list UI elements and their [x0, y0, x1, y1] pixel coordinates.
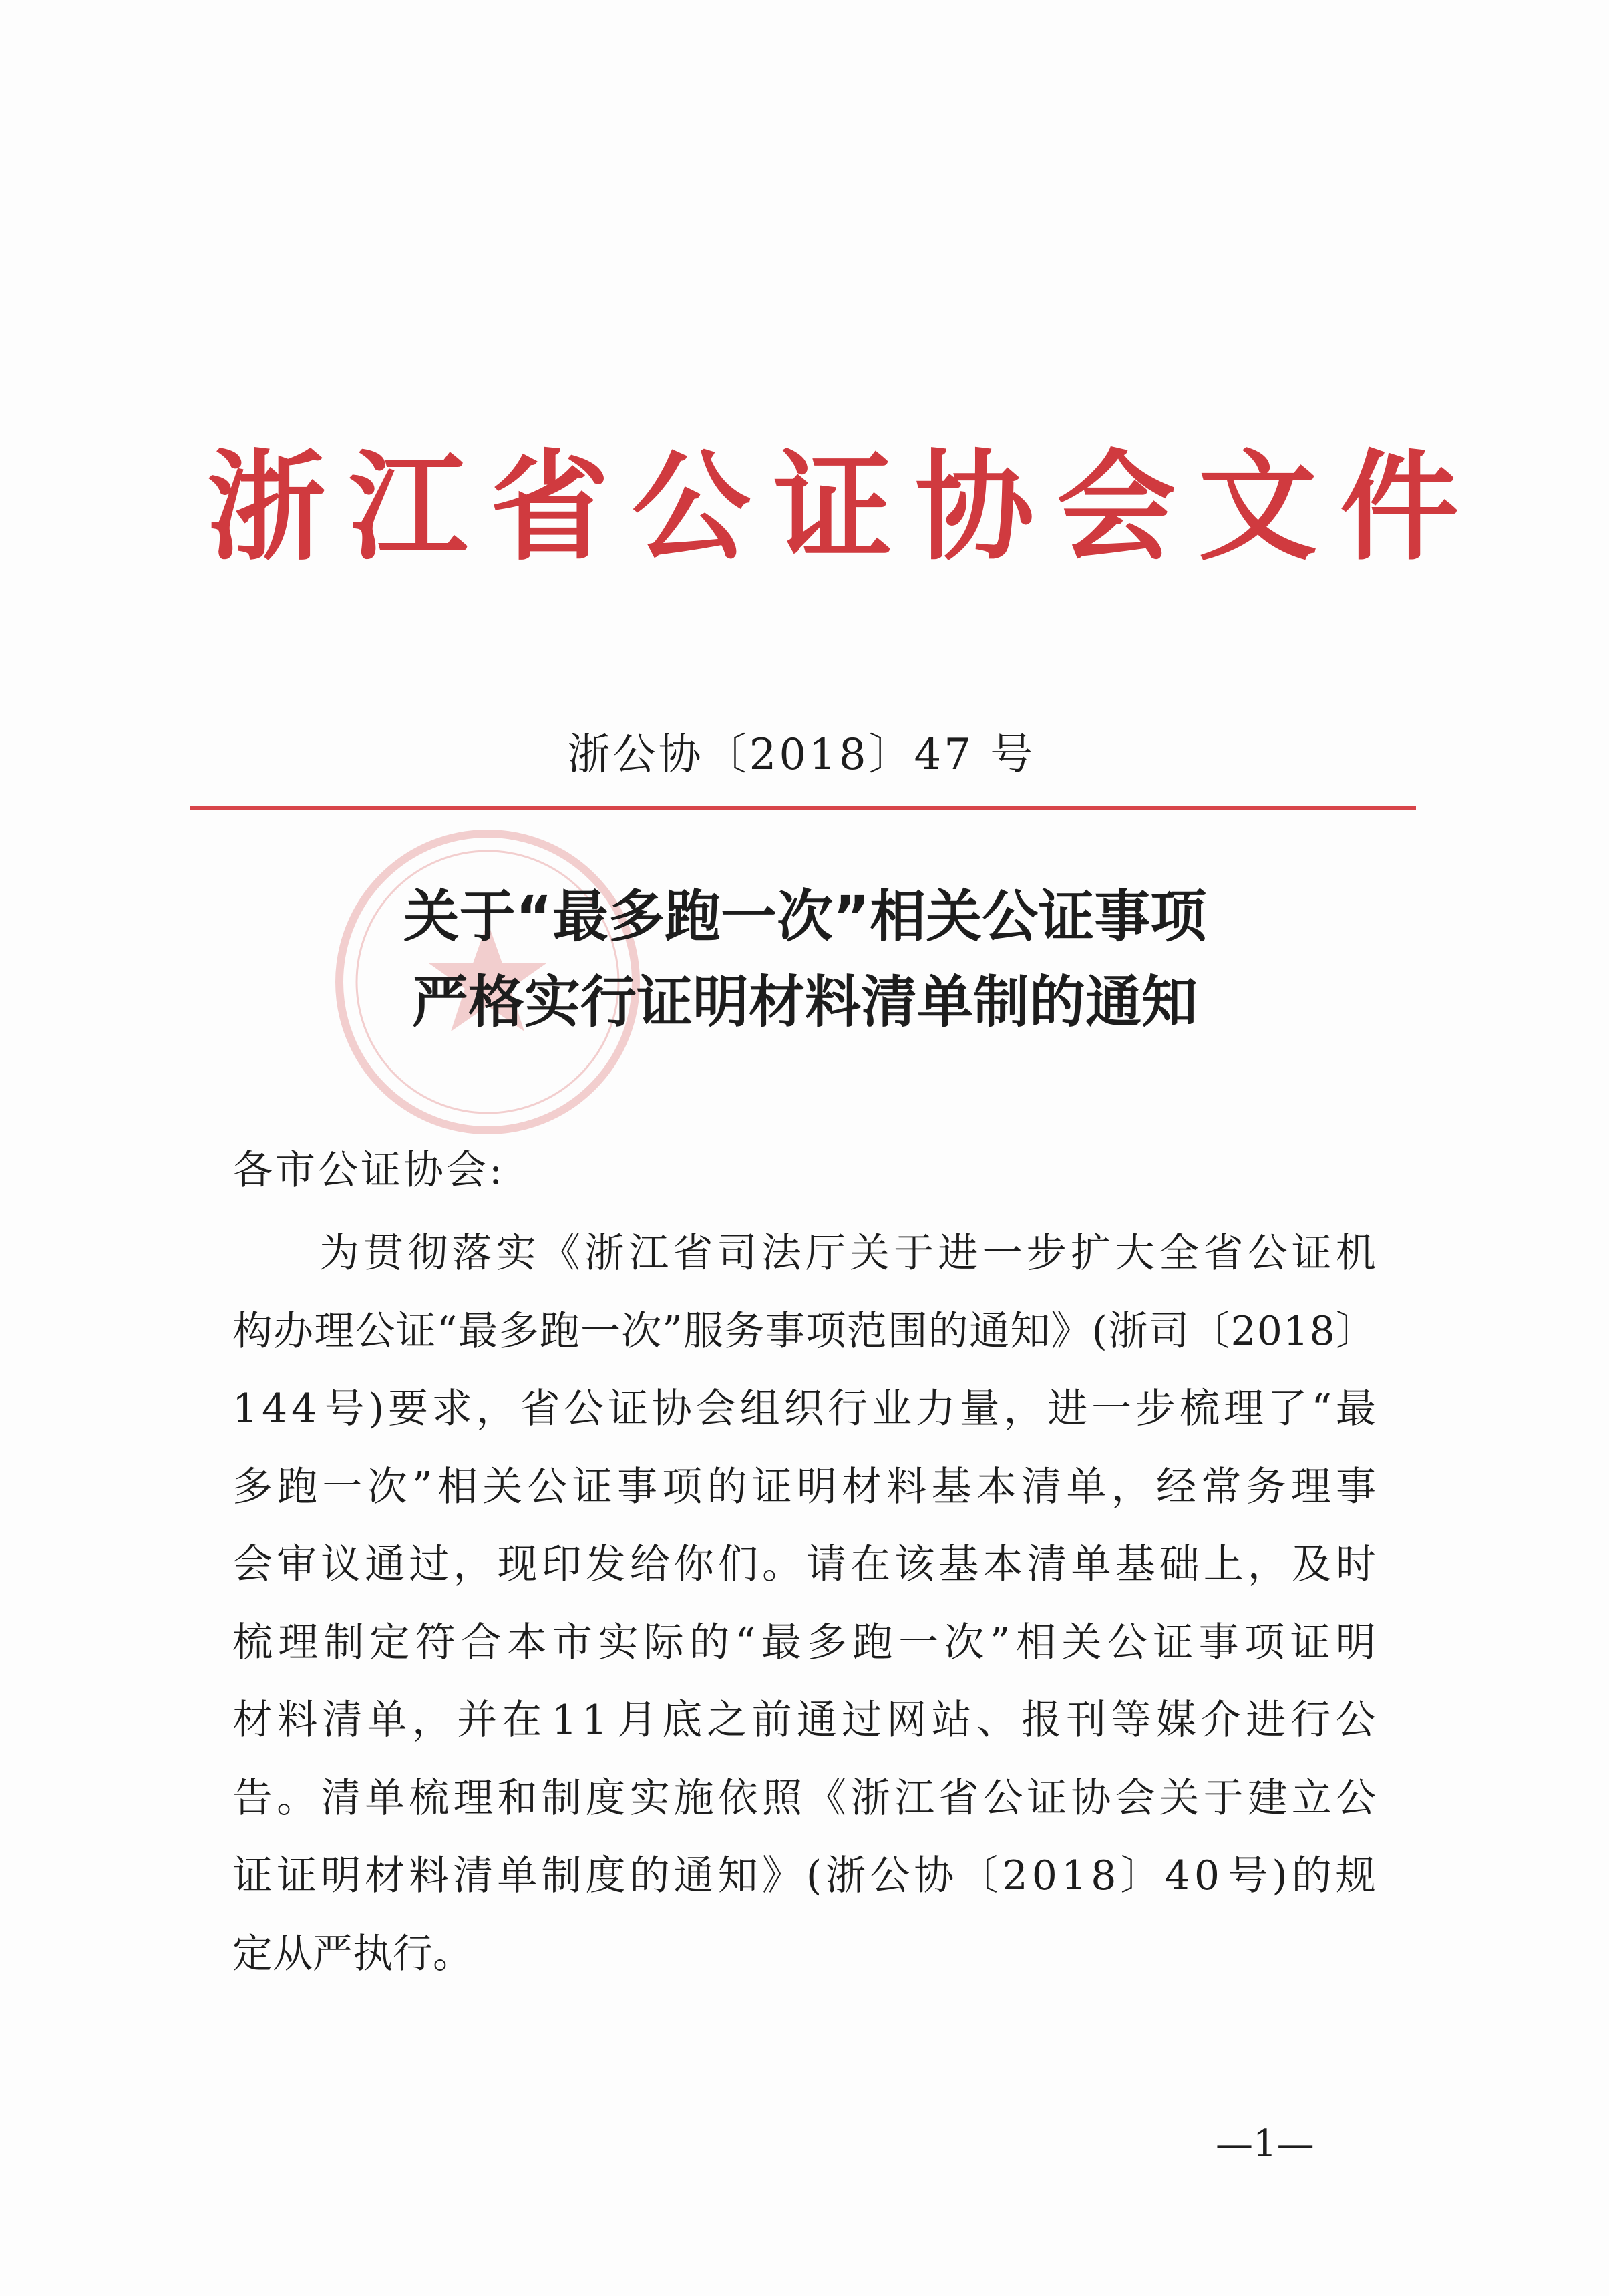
notice-title [200, 874, 1409, 1045]
document-header-title: 浙江省公证协会文件 [207, 438, 1481, 577]
body-line: 会 审 议 通 过 ， 现 印 发 给 你 们 。 请 在 该 基 本 清 单 基 础 上 ， 及 时 [232, 1541, 1376, 1588]
body-line: 告 。 清 单 梳 理 和 制 度 实 施 依 照 《 浙 江 省 公 证 协 会 关 于 建 立 公 [232, 1774, 1376, 1822]
body-paragraph [232, 1214, 1376, 1993]
header-divider-rule [190, 806, 1416, 810]
salutation: 各市公证协会: [232, 1147, 506, 1194]
body-line: 1 4 4 号 ) 要 求 ， 省 公 证 协 会 组 织 行 业 力 量 ， 进 一 步 梳 理 了 “ 最 [232, 1385, 1376, 1432]
body-line: 为 贯 彻 落 实 《 浙 江 省 司 法 厅 关 于 进 一 步 扩 大 全 省 公 证 机 [319, 1230, 1376, 1277]
notice-title-line-2: 严格实行证明材料清单制的通知 [411, 969, 1198, 1035]
body-line: 多 跑 一 次 ” 相 关 公 证 事 项 的 证 明 材 料 基 本 清 单 ， 经 常 务 理 事 [232, 1463, 1376, 1510]
body-line: 材 料 清 单 ， 并 在 1 1 月 底 之 前 通 过 网 站 、 报 刊 等 媒 介 进 行 公 [232, 1697, 1376, 1744]
notice-title-line-1: 关于“最多跑一次”相关公证事项 [403, 884, 1207, 949]
document-number: 浙公协〔2018〕47 号 [567, 730, 1036, 780]
body-line: 构 办 理 公 证 “ 最 多 跑 一 次 ” 服 务 事 项 范 围 的 通 知 》 ( 浙 司 〔 2 0 1 8 〕 [232, 1307, 1376, 1355]
body-line: 定从严执行。 [232, 1930, 473, 1977]
body-line: 证 证 明 材 料 清 单 制 度 的 通 知 》 ( 浙 公 协 〔 2 0 1 8 〕 4 0 号 ) 的 规 [232, 1852, 1376, 1899]
page-number: —1— [1216, 2122, 1314, 2166]
body-line: 梳 理 制 定 符 合 本 市 实 际 的 “ 最 多 跑 一 次 ” 相 关 公 证 事 项 证 明 [232, 1619, 1376, 1666]
